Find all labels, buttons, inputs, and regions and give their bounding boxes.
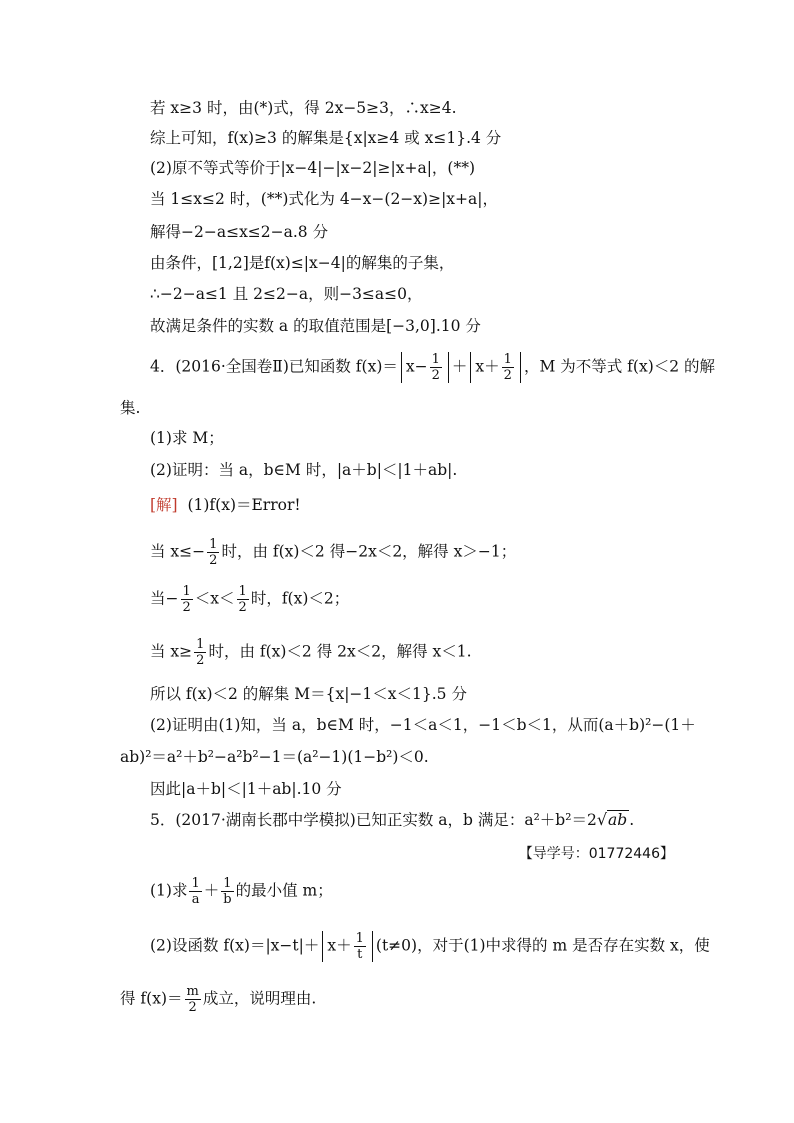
abs-expr: x＋ $\frac{1}{2}$: [470, 352, 521, 383]
text-line: 所以 f(x)＜2 的解集 M＝{x|−1＜x＜1}.5 分: [150, 685, 467, 703]
text-line: 当 x≤− $\frac{1}{2}$ 时，由 f(x)＜2 得−2x＜2，解得 x＞−1；: [150, 537, 517, 568]
solution-header: [解] (1)f(x)＝Error!: [150, 496, 301, 514]
text-line: (2)原不等式等价于|x−4|−|x−2|≥|x+a|，(**): [150, 159, 476, 177]
question-5: 5．(2017·湖南长郡中学模拟)已知正实数 a，b 满足：a²＋b²＝2√ab .: [150, 810, 635, 829]
text-line: 综上可知，f(x)≥3 的解集是{x|x≥4 或 x≤1}.4 分: [150, 129, 502, 147]
text-line: (1)求 $\frac{1}{a}$ ＋ $\frac{1}{b}$ 的最小值 m；: [150, 876, 333, 907]
reference-number: 【导学号：01772446】: [518, 846, 674, 862]
text-line: 解得−2−a≤x≤2−a.8 分: [150, 223, 329, 241]
text-line: 当 1≤x≤2 时，(**)式化为 4−x−(2−x)≥|x+a|，: [150, 190, 498, 208]
question-4: 4．(2016·全国卷Ⅱ)已知函数 f(x)＝ x− $\frac{1}{2}$ ＋ x＋ $\frac{1}{2}$ ，M 为不等式 f(x)＜2 的解: [150, 352, 716, 383]
text-line: 当 x≥ $\frac{1}{2}$ 时，由 f(x)＜2 得 2x＜2，解得 x＜1.: [150, 637, 472, 668]
text-line: ∴−2−a≤1 且 2≤2−a，则−3≤a≤0，: [150, 285, 423, 303]
text-line: (2)设函数 f(x)＝|x−t|＋ x＋ $\frac{1}{t}$ (t≠0)，对于(1)中求得的 m 是否存在实数 x，使: [150, 931, 710, 962]
text-line: 得 f(x)＝ $\frac{m}{2}$ 成立，说明理由.: [120, 984, 317, 1015]
text-line: 由条件，[1,2]是f(x)≤|x−4|的解集的子集，: [150, 254, 455, 272]
text-line: (1)求 M；: [150, 429, 224, 447]
solution-tag: [解]: [150, 496, 178, 514]
abs-expr: x− $\frac{1}{2}$: [401, 352, 449, 383]
text-line: (2)证明：当 a，b∈M 时，|a＋b|＜|1＋ab|.: [150, 461, 458, 479]
text-line: ab)²＝a²＋b²−a²b²−1＝(a²−1)(1−b²)＜0.: [120, 748, 429, 766]
text-line: 集.: [120, 399, 141, 417]
abs-expr: x＋ $\frac{1}{t}$: [322, 931, 373, 962]
text-line: 因此|a＋b|＜|1＋ab|.10 分: [150, 780, 342, 798]
text-line: (2)证明由(1)知，当 a，b∈M 时，−1＜a＜1，−1＜b＜1，从而(a＋b)²−(1＋: [150, 716, 696, 734]
text-line: 若 x≥3 时，由(*)式，得 2x−5≥3，∴x≥4.: [150, 99, 457, 117]
text-line: 故满足条件的实数 a 的取值范围是[−3,0].10 分: [150, 317, 481, 335]
text-line: 当− $\frac{1}{2}$ ＜x＜ $\frac{1}{2}$ 时，f(x)＜2；: [150, 584, 350, 615]
